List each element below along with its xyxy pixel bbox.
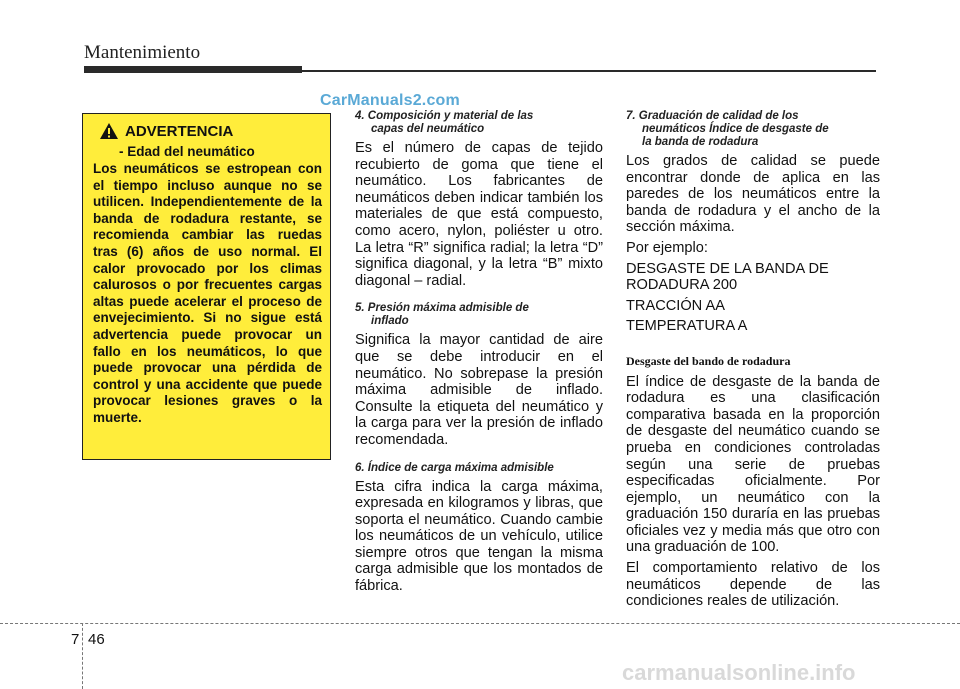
warning-text: Los neumáticos se estropean con el tiempo incluso aunque no se utilicen. Independientemente de la banda de rodadura restante, se recomienda cambiar las ruedas tras (6) años de uso normal. El calor provocado por los climas calurosos o por frecuentes cargas altas puede acelerar el proceso de envejecimiento. Si no sigue está advertencia puede provocar un fallo en los neumáticos, lo que puede provocar una pérdida de control y una accidente que puede provocar lesiones graves o la muerte. (93, 161, 322, 425)
section-4-heading (355, 110, 603, 136)
section-4-heading-line1: 4. Composición y material de las (355, 110, 534, 122)
section-7-heading (626, 110, 880, 149)
section-6-text: Esta cifra indica la carga máxima, expresada en kilogramos y libras, que soporta el neumático. Cuando cambie los neumáticos de un vehículo, utilice siempre otros que tengan la misma carga admisible que los montados de fábrica. (355, 478, 603, 595)
warning-subtitle: - Edad del neumático (119, 144, 255, 159)
section-7-heading-line3: la banda de rodadura (642, 136, 759, 148)
treadwear-paragraph-1: El índice de desgaste de la banda de rodadura es una clasificación comparativa basada en la proporción de desgaste del neumático cuando se prueba en condiciones controladas según una serie de pruebas especificadas oficialmente. Por ejemplo, un neumático con la graduación 150 duraría en las pruebas oficiales vez y media más que otro con una graduación de 100. (626, 373, 880, 556)
footer-divider (0, 623, 960, 624)
page-title: Mantenimiento (84, 42, 201, 63)
treadwear-subheading: Desgaste del bando de rodadura (626, 353, 791, 368)
section-5-heading (355, 302, 603, 328)
warning-box (82, 113, 331, 460)
section-7-heading-line1: 7. Graduación de calidad de los (626, 110, 799, 122)
section-6-heading: 6. Índice de carga máxima admisible (355, 461, 554, 474)
warning-header (99, 122, 322, 140)
section-5-heading-line1: 5. Presión máxima admisible de (355, 302, 529, 315)
example-label: Por ejemplo: (626, 239, 708, 256)
column-middle (355, 110, 603, 595)
footer-vertical-divider (82, 623, 83, 689)
section-4-heading-line2: capas del neumático (371, 123, 485, 135)
watermark-bottom: carmanualsonline.info (622, 660, 856, 685)
example-traction: TRACCIÓN AA (626, 297, 725, 314)
section-7-text: Los grados de calidad se puede encontrar donde de aplica en las paredes de los neumáticos entre la banda de rodadura y el ancho de la sección máxima. (626, 153, 880, 236)
header-divider (84, 66, 302, 73)
column-right (626, 110, 880, 610)
section-4-text: Es el número de capas de tejido recubierto de goma que tiene el neumático. Los fabricantes de neumáticos deben indicar también los materiales de que está compuesto, como acero, nylon, poliéster u otro. La letra “R” significa radial; la letra “D” significa diagonal, y la letra “B” mixto diagonal – radial. (355, 140, 603, 289)
chapter-number: 7 (71, 631, 80, 648)
section-5-heading-line2: inflado (371, 315, 409, 328)
example-temperature: TEMPERATURA A (626, 318, 748, 335)
section-5-text: Significa la mayor cantidad de aire que se debe introducir en el neumático. No sobrepase la presión máxima admisible de inflado. Consulte la etiqueta del neumático y la carga para ver la presión de inflado recomendada. (355, 332, 603, 448)
section-7-heading-line2: neumáticos Índice de desgaste de (642, 123, 829, 135)
warning-triangle-icon (99, 122, 119, 140)
treadwear-paragraph-2: El comportamiento relativo de los neumáticos depende de las condiciones reales de utilización. (626, 560, 880, 610)
page-number: 46 (88, 631, 105, 648)
warning-title: ADVERTENCIA (125, 122, 234, 140)
header-rule (302, 70, 876, 72)
example-treadwear: DESGASTE DE LA BANDA DE RODADURA 200 (626, 260, 829, 294)
watermark-top: CarManuals2.com (320, 92, 460, 109)
